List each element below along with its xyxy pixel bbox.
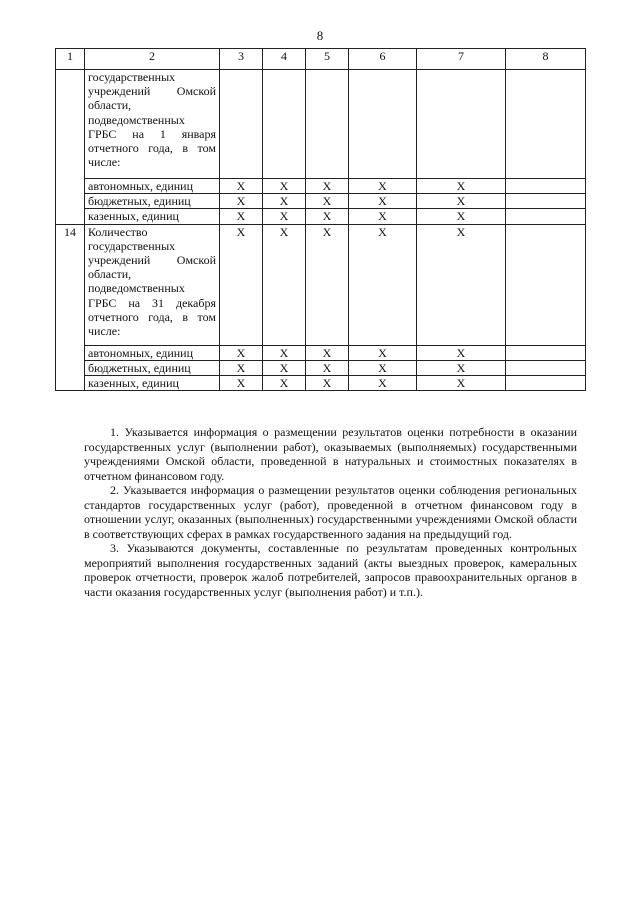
header-cell: 7 — [417, 49, 506, 70]
cell-mark: X — [417, 209, 506, 224]
page-number: 8 — [316, 28, 324, 43]
row-label: казенных, единиц — [85, 209, 220, 224]
row-number — [56, 70, 85, 225]
cell-mark: X — [220, 194, 263, 209]
table-header-row — [56, 49, 586, 70]
row-description: Количество государственных учреждений Омской области, подведомственных ГРБС на 31 декабря отчетного года, в том числе: — [85, 224, 220, 345]
cell-mark: X — [306, 179, 349, 194]
cell-mark: X — [349, 179, 417, 194]
cell-mark: X — [306, 209, 349, 224]
cell-mark: X — [220, 376, 263, 391]
cell-mark: X — [306, 345, 349, 360]
row-label: бюджетных, единиц — [85, 194, 220, 209]
cell-mark — [506, 179, 586, 194]
cell-mark: X — [306, 376, 349, 391]
cell-mark: X — [220, 224, 263, 345]
cell-mark: X — [263, 209, 306, 224]
table-row — [56, 376, 586, 391]
row-label: автономных, единиц — [85, 345, 220, 360]
cell-mark: X — [417, 194, 506, 209]
cell-mark: X — [263, 179, 306, 194]
footnote-1: 1. Указывается информация о размещении результатов оценки потребности в оказании государственных услуг (выполнении работ), оказываемых (выполняемых) государственными учреждениями Омской области, проведенной в натуральных и стоимостных показателях в отчетном финансовом году. — [84, 425, 577, 483]
table-row — [56, 70, 586, 179]
header-cell: 2 — [85, 49, 220, 70]
row-description: государственных учреждений Омской области, подведомственных ГРБС на 1 января отчетного года, в том числе: — [85, 70, 220, 179]
cell-mark — [506, 376, 586, 391]
cell-mark: X — [349, 224, 417, 345]
cell-mark — [506, 194, 586, 209]
cell-mark: X — [263, 376, 306, 391]
header-cell: 1 — [56, 49, 85, 70]
cell-mark: X — [417, 224, 506, 345]
cell-mark — [506, 209, 586, 224]
cell-mark: X — [417, 360, 506, 375]
cell-mark: X — [220, 360, 263, 375]
cell-mark: X — [263, 224, 306, 345]
row-number: 14 — [56, 224, 85, 391]
row-label: бюджетных, единиц — [85, 360, 220, 375]
header-cell: 8 — [506, 49, 586, 70]
cell-mark: X — [306, 360, 349, 375]
table-row — [56, 345, 586, 360]
cell-mark: X — [306, 194, 349, 209]
table-row — [56, 179, 586, 194]
report-table — [55, 48, 586, 391]
table-row — [56, 360, 586, 375]
cell-mark: X — [349, 345, 417, 360]
header-cell: 6 — [349, 49, 417, 70]
cell-mark: X — [263, 360, 306, 375]
cell-mark: X — [417, 179, 506, 194]
cell-mark: X — [220, 345, 263, 360]
cell-mark: X — [220, 179, 263, 194]
footnotes — [84, 425, 577, 599]
cell-mark: X — [306, 224, 349, 345]
cell-mark — [506, 360, 586, 375]
cell-mark: X — [349, 209, 417, 224]
cell-mark — [506, 345, 586, 360]
row-label: казенных, единиц — [85, 376, 220, 391]
cell-mark: X — [349, 194, 417, 209]
footnote-3: 3. Указываются документы, составленные по результатам проведенных контрольных мероприятий выполнения государственных заданий (акты выездных проверок, камеральных проверок отчетности, проверок жалоб потребителей, запросов правоохранительных органов в части оказания государственных услуг (выполнения работ) и т.п.). — [84, 541, 577, 599]
cell-mark: X — [349, 360, 417, 375]
header-cell: 4 — [263, 49, 306, 70]
row-label: автономных, единиц — [85, 179, 220, 194]
cell-mark: X — [220, 209, 263, 224]
table-row — [56, 194, 586, 209]
table-row — [56, 209, 586, 224]
cell-mark: X — [349, 376, 417, 391]
cell-mark: X — [417, 345, 506, 360]
header-cell: 5 — [306, 49, 349, 70]
cell-mark — [506, 224, 586, 345]
footnote-2: 2. Указывается информация о размещении результатов оценки соблюдения региональных стандартов государственных услуг (работ), проведенной в отчетном финансовом году в отношении услуг, оказанных (выполненных) государственными учреждениями Омской области в соответствующих сферах в рамках государственного задания на предыдущий год. — [84, 483, 577, 541]
cell-mark: X — [263, 345, 306, 360]
cell-mark: X — [417, 376, 506, 391]
table-row — [56, 224, 586, 345]
header-cell: 3 — [220, 49, 263, 70]
cell-mark: X — [263, 194, 306, 209]
